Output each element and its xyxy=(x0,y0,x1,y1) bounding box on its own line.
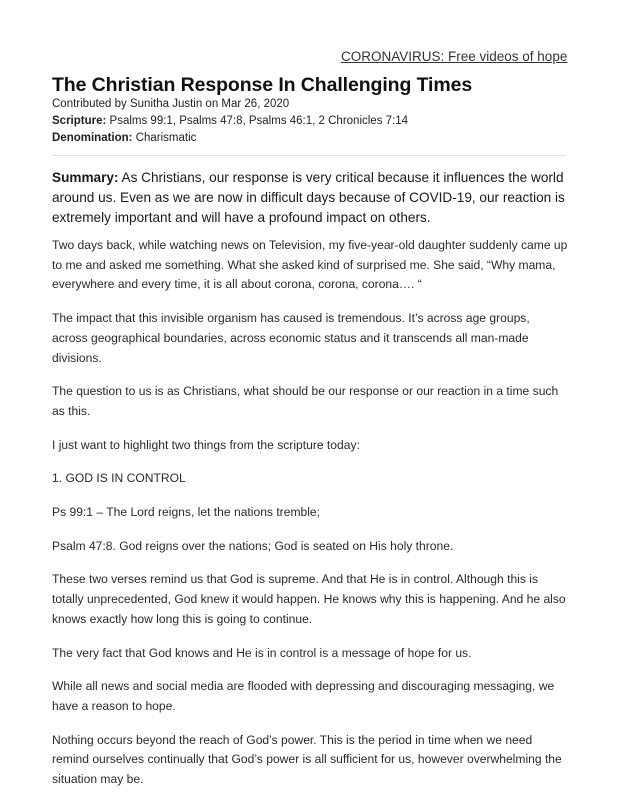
sermon-body xyxy=(52,168,568,804)
sermon-title: The Christian Response In Challenging Times xyxy=(52,74,473,96)
paragraph-impact: The impact that this invisible organism has caused is tremendous. It’s across age groups, across geographical boundaries, across economic status and it transcends all man-made divisions. xyxy=(52,311,530,365)
paragraph-message-of-hope: The very fact that God knows and He is in control is a message of hope for us. xyxy=(52,645,472,660)
denomination-value: Charismatic xyxy=(135,132,197,144)
denomination-line xyxy=(52,132,196,144)
paragraph-question: The question to us is as Christians, what should be our response or our reaction in a time such as this. xyxy=(52,384,559,418)
summary-text: As Christians, our response is very critical because it influences the world around us. Even as we are now in difficult days because of COVID-19, our reaction is extremely important and will have a profound impact on others. xyxy=(52,170,565,225)
denomination-label: Denomination: xyxy=(52,132,133,144)
verse-psalm-99-1: Ps 99:1 – The Lord reigns, let the nations tremble; xyxy=(52,505,321,520)
divider xyxy=(52,155,566,156)
paragraph-daughter-question: Two days back, while watching news on Television, my five-year-old daughter suddenly came up to me and asked me something. What she asked kind of surprised me. She said, “Why mama, everywhere and every time, it is all about corona, corona, corona…. “ xyxy=(52,238,568,292)
contributed-by-line: Contributed by Sunitha Justin on Mar 26, 2020 xyxy=(52,98,290,110)
paragraph-god-supreme: These two verses remind us that God is supreme. And that He is in control. Although this is totally unprecedented, God knew it would happen. He knows why this is happening. And he also knows exactly how long this is going to continue. xyxy=(52,572,566,626)
scripture-label: Scripture: xyxy=(52,115,107,127)
coronavirus-videos-link[interactable]: CORONAVIRUS: Free videos of hope xyxy=(341,49,568,64)
summary xyxy=(52,168,568,228)
paragraph-reason-to-hope: While all news and social media are flooded with depressing and discouraging messaging, we have a reason to hope. xyxy=(52,679,555,713)
scripture-line xyxy=(52,115,408,127)
verse-psalm-47-8: Psalm 47:8. God reigns over the nations; God is seated on His holy throne. xyxy=(52,538,454,553)
scripture-value: Psalms 99:1, Psalms 47:8, Psalms 46:1, 2 Chronicles 7:14 xyxy=(109,115,409,127)
section-heading-god-in-control: 1. GOD IS IN CONTROL xyxy=(52,471,186,486)
paragraph-highlight: I just want to highlight two things from the scripture today: xyxy=(52,437,360,452)
paragraph-gods-power: Nothing occurs beyond the reach of God’s power. This is the period in time when we need remind ourselves continually that God’s power is all sufficient for us, however overwhelming the situation may be. xyxy=(52,732,562,787)
summary-label: Summary: xyxy=(52,170,119,185)
